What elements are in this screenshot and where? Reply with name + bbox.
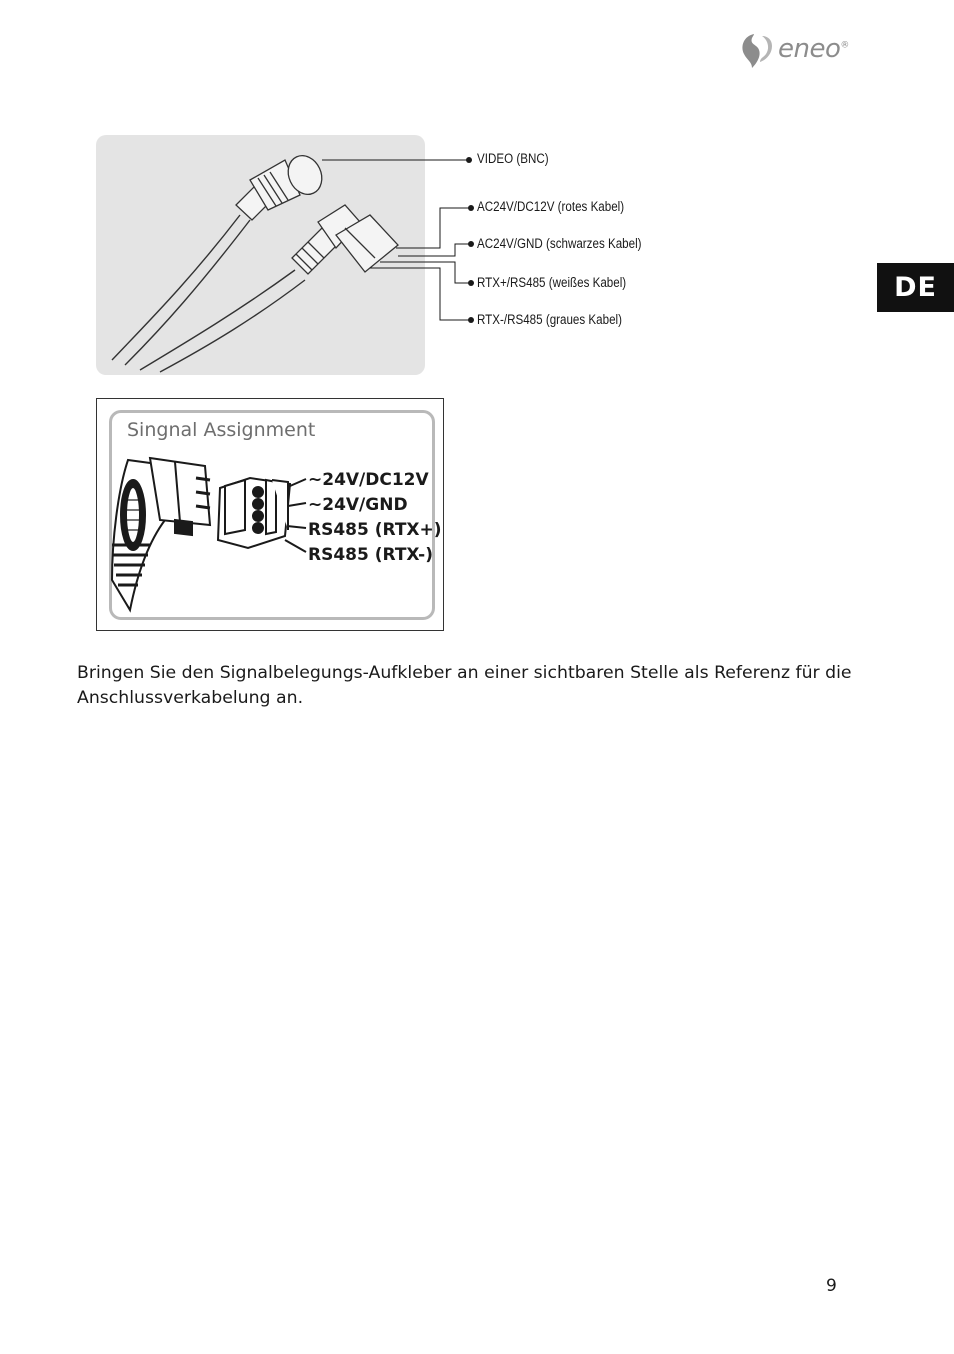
body-paragraph: Bringen Sie den Signalbelegungs-Aufkleber an einer sichtbaren Stelle als Referenz für die Anschlussverkabelung an.: [77, 663, 852, 708]
page-number: 9: [826, 1276, 837, 1296]
sticker-title: Singnal Assignment: [127, 419, 316, 441]
callout-ac24v-dc12v: AC24V/DC12V (rotes Kabel): [477, 199, 625, 214]
callout-rtx-minus: RTX-/RS485 (graues Kabel): [477, 312, 622, 327]
callout-rtx-plus: RTX+/RS485 (weißes Kabel): [477, 275, 627, 290]
signal-label-24v-dc12v: ~24V/DC12V: [308, 470, 429, 490]
brand-name: eneo®: [778, 34, 849, 64]
callout-ac24v-gnd: AC24V/GND (schwarzes Kabel): [477, 236, 642, 251]
signal-label-24v-gnd: ~24V/GND: [308, 495, 408, 515]
sticker-connector-illustration: [0, 0, 954, 640]
callout-video: VIDEO (BNC): [477, 151, 549, 166]
language-tab: DE: [877, 263, 954, 312]
signal-label-rs485-rtx-minus: RS485 (RTX-): [308, 545, 433, 565]
signal-label-rs485-rtx-plus: RS485 (RTX+): [308, 520, 442, 540]
